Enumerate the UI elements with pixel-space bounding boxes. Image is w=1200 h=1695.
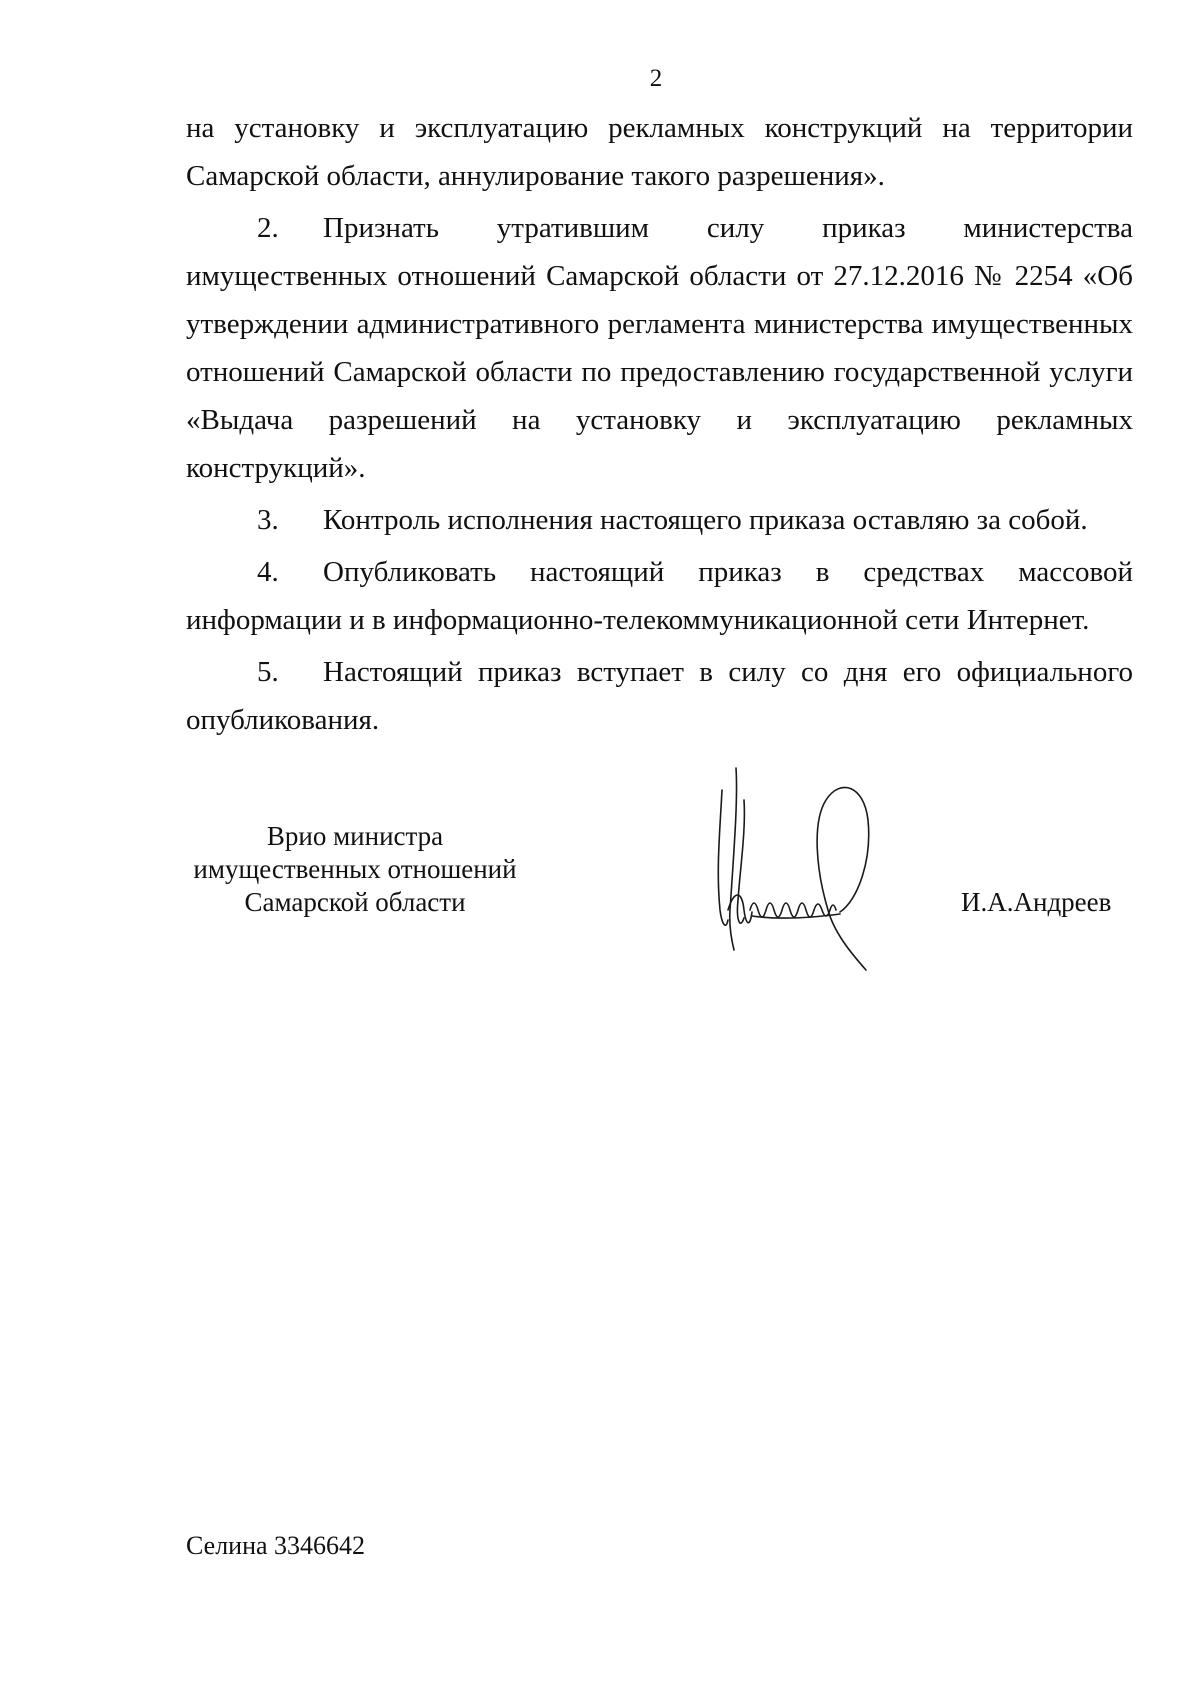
page-number: 2	[649, 65, 663, 92]
paragraph-text: на установку и эксплуатацию рекламных конструкций на территории Самарской области, аннулирование такого разрешения».	[186, 112, 1133, 192]
signer-name: И.А.Андреев	[961, 887, 1112, 917]
paragraph-number: 3.	[257, 504, 279, 536]
paragraph-text: Опубликовать настоящий приказ в средствах массовой информации и в информационно-телекоммуникационной сети Интернет.	[186, 556, 1133, 636]
paragraph-item-3	[186, 496, 1133, 544]
paragraph-text: Контроль исполнения настоящего приказа оставляю за собой.	[323, 504, 1088, 536]
paragraph-number: 2.	[257, 212, 279, 244]
paragraph-number: 4.	[257, 556, 279, 588]
paragraph-number: 5.	[257, 656, 279, 688]
signatory-title	[150, 820, 560, 919]
document-body	[186, 104, 1133, 744]
paragraph-item-4	[186, 548, 1133, 644]
paragraph-item-2	[186, 204, 1133, 492]
executor-info: Селина 3346642	[186, 1531, 366, 1560]
paragraph-item-5	[186, 648, 1133, 744]
paragraph-text: Настоящий приказ вступает в силу со дня его официального опубликования.	[186, 656, 1133, 736]
paragraph-text: Признать утратившим силу приказ министерства имущественных отношений Самарской области от 27.12.2016 № 2254 «Об утверждении административного регламента министерства имущественных отношений Самарской области по предоставлению государственной услуги «Выдача разрешений на установку и эксплуатацию рекламных конструкций».	[186, 212, 1133, 484]
paragraph-continuation	[186, 104, 1133, 200]
handwritten-signature	[700, 760, 920, 980]
signatory-title-line: имущественных отношений	[193, 854, 517, 884]
signatory-title-line: Врио министра	[266, 821, 444, 851]
signatory-title-line: Самарской области	[244, 887, 466, 917]
